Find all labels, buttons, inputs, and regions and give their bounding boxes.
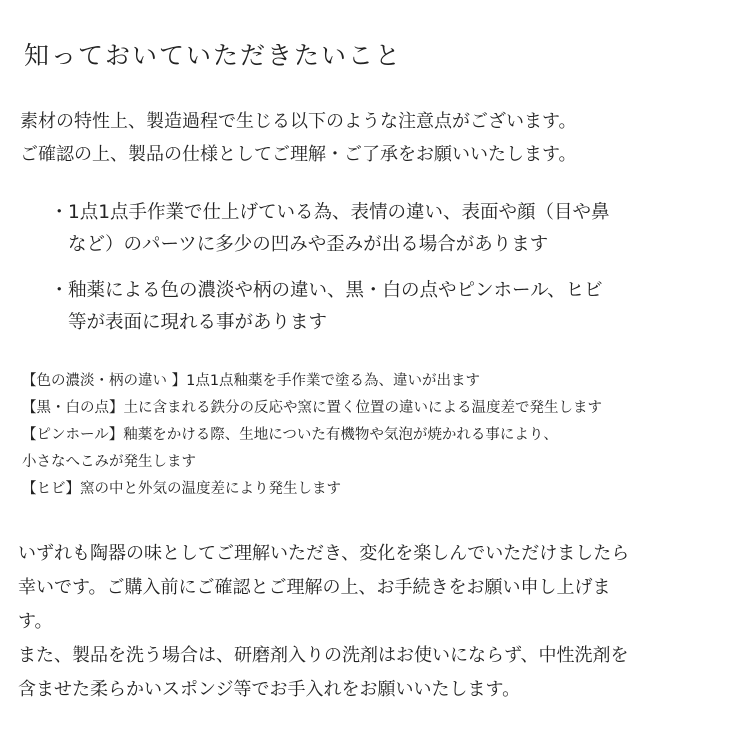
note-row — [22, 476, 602, 503]
intro-text — [20, 105, 577, 171]
closing-line: いずれも陶器の味としてご理解いただき、変化を楽しんでいただけましたら — [18, 543, 630, 564]
caution-item-line: 釉薬による色の濃淡や柄の違い、黒・白の点やピンホール、ヒビ — [68, 280, 603, 301]
note-tag: 【ピンホール】 — [22, 427, 124, 443]
note-tag: 【ヒビ】 — [22, 481, 80, 497]
caution-list — [50, 197, 610, 353]
note-row — [22, 395, 602, 422]
note-tag: 【黒・白の点】 — [22, 400, 124, 416]
page-title: 知っておいていただきたいこと — [24, 41, 403, 70]
note-text: 釉薬をかける際、生地についた有機物や気泡が焼かれる事により、 — [123, 427, 558, 443]
intro-line: ご確認の上、製品の仕様としてご理解・ご了承をお願いいたします。 — [20, 144, 577, 165]
closing-line: 含ませた柔らかいスポンジ等でお手入れをお願いいたします。 — [18, 679, 521, 700]
closing-line: 幸いです。ご購入前にご確認とご理解の上、お手続きをお願い申し上げま — [18, 577, 611, 598]
note-row — [22, 368, 602, 395]
caution-item — [50, 197, 610, 261]
closing-line: す。 — [18, 611, 53, 632]
closing-text — [18, 537, 629, 707]
note-continuation: 小さなへこみが発生します — [22, 454, 196, 470]
detail-notes — [22, 368, 602, 503]
note-text: 窯の中と外気の温度差により発生します — [80, 481, 341, 497]
note-row — [22, 422, 602, 449]
bullet-mark: ・ — [50, 280, 69, 301]
caution-item-line: など）のパーツに多少の凹みや歪みが出る場合があります — [68, 234, 549, 255]
intro-line: 素材の特性上、製造過程で生じる以下のような注意点がございます。 — [20, 111, 577, 132]
closing-line: また、製品を洗う場合は、研磨剤入りの洗剤はお使いにならず、中性洗剤を — [18, 645, 629, 666]
note-text: 1点1点釉薬を手作業で塗る為、違いが出ます — [186, 373, 481, 389]
note-text: 土に含まれる鉄分の反応や窯に置く位置の違いによる温度差で発生します — [123, 400, 602, 416]
caution-item-line: 等が表面に現れる事があります — [68, 312, 328, 333]
bullet-mark: ・ — [50, 202, 69, 223]
note-tag: 【色の濃淡・柄の違い 】 — [22, 373, 187, 389]
caution-item — [50, 275, 610, 339]
caution-item-line: 1点1点手作業で仕上げている為、表情の違い、表面や顔（目や鼻 — [68, 202, 610, 223]
